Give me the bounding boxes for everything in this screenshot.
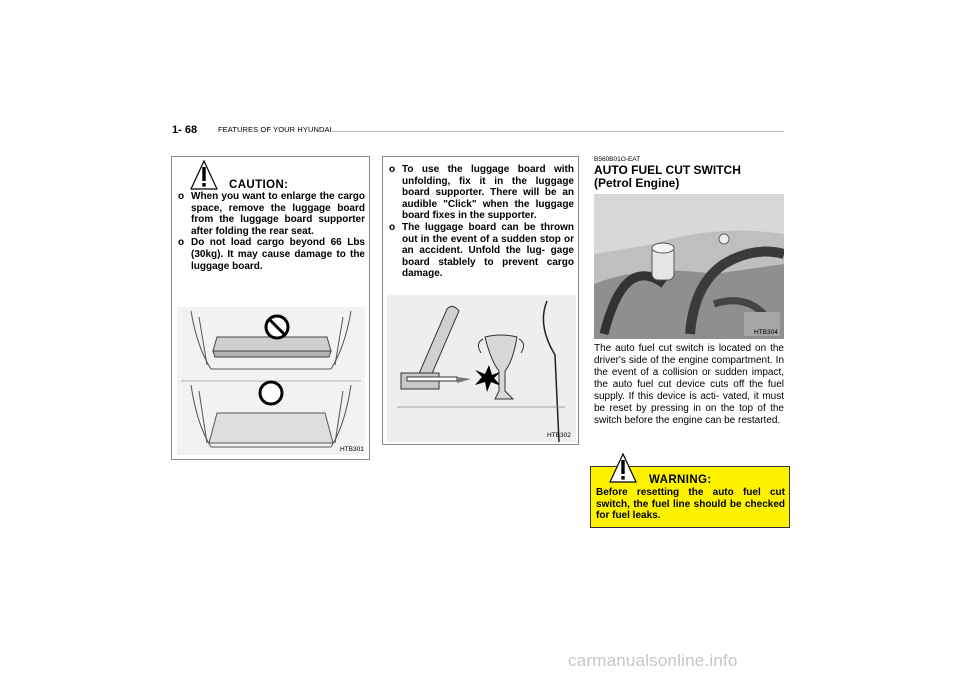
caution-box [171,156,370,460]
luggage-item [389,164,574,222]
page-header [172,124,784,138]
luggage-item [389,222,574,280]
luggage-illustration [387,295,576,442]
section-code: B560B01O-EAT [594,156,641,163]
warning-triangle-icon [609,453,637,483]
fuel-cut-description: The auto fuel cut switch is located on the driver's side of the engine compartment. In the event of a collision or sudden impact, the auto fuel cut device cuts off the fuel supply. If this device is acti- vated, it must be reset by pressing in on the top of the switch before the engine can be restarted. [594,343,784,426]
caution-item [178,237,365,272]
topic-title-line-1: AUTO FUEL CUT SWITCH [594,163,741,177]
bullet-marker: o [389,164,396,175]
section-title: FEATURES OF YOUR HYUNDAI [218,125,332,134]
watermark: carmanualsonline.info [568,651,738,670]
warning-triangle-icon [190,160,218,190]
warning-text: Before resetting the auto fuel cut switch, the fuel line should be checked for fuel leaks. [596,487,785,522]
figure-code: HTB304 [754,329,778,336]
bullet-marker: o [178,191,185,202]
topic-title [594,164,790,190]
page-number: 1- 68 [172,124,198,136]
luggage-item-text: The luggage board can be thrown out in the event of a sudden stop or an accident. Unfold the lug- gage board stablely to prevent cargo damage. [402,221,574,280]
cargo-illustration [177,307,365,455]
caution-title: CAUTION: [229,179,289,191]
luggage-board-list [389,164,574,280]
luggage-board-box [382,156,579,445]
luggage-item-text: To use the luggage board with unfolding, fix it in the luggage board supporter. There will be an audible "Click" when the luggage board fixes in the supporter. [402,164,574,222]
warning-box [590,466,790,528]
caution-item-text: When you want to enlarge the cargo space, remove the luggage board from the luggage board supporter after folding the rear seat. [191,191,365,237]
header-rule [332,131,784,132]
bullet-marker: o [389,221,396,233]
engine-compartment-image [594,194,784,339]
caution-item-text: Do not load cargo beyond 66 Lbs (30kg). It may cause damage to the luggage board. [191,237,365,272]
engine-photo [594,194,784,339]
figure-code: HTB302 [547,432,571,439]
caution-list [178,191,365,272]
caution-heading [172,161,369,195]
warning-title: WARNING: [649,474,712,486]
bullet-marker: o [178,237,185,249]
figure-code: HTB301 [340,446,364,453]
caution-item [178,191,365,237]
topic-title-line-2: (Petrol Engine) [594,176,680,190]
